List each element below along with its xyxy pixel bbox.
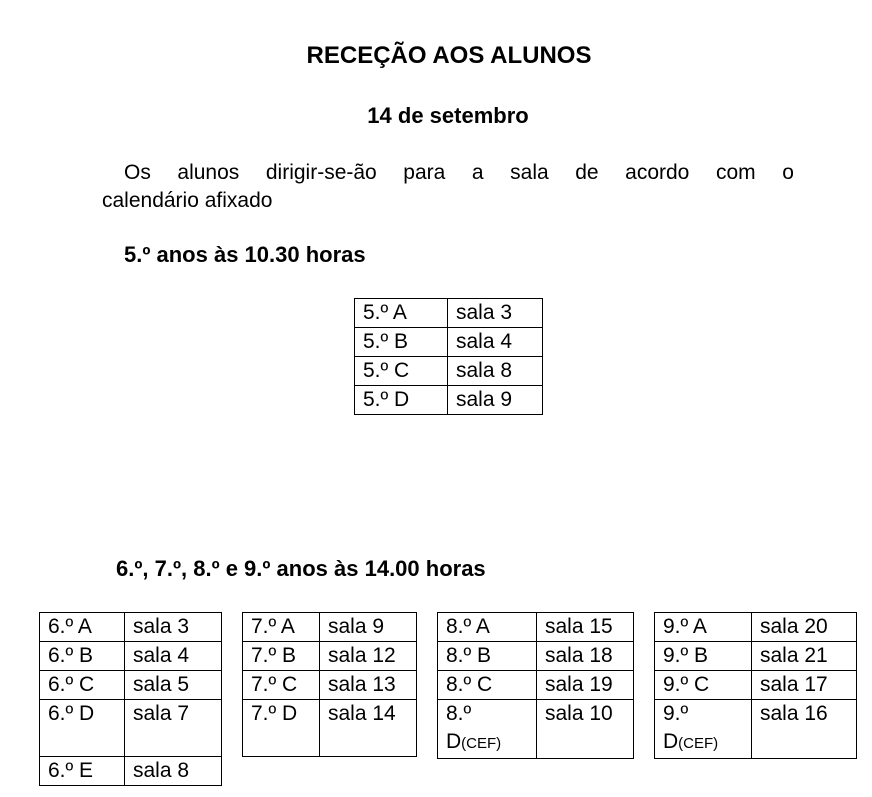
class-letter: D — [446, 730, 462, 753]
class-sub: (CEF) — [461, 735, 502, 752]
table-row — [243, 671, 417, 700]
class-cell: 5.º A — [355, 299, 448, 328]
room-cell: sala 10 — [537, 700, 634, 759]
class-sub: (CEF) — [678, 735, 719, 752]
room-cell: sala 21 — [752, 642, 857, 671]
section-5-heading: 5.º anos às 10.30 horas — [124, 242, 366, 267]
class-cell: 5.º D — [355, 386, 448, 415]
room-cell: sala 3 — [448, 299, 543, 328]
room-cell: sala 8 — [125, 757, 222, 786]
grade-8-table — [437, 612, 634, 759]
intro-word: sala — [510, 161, 549, 184]
grade-9-table — [654, 612, 857, 759]
table-row — [40, 642, 222, 671]
intro-word: dirigir-se-ão — [265, 161, 377, 184]
intro-paragraph — [102, 159, 794, 215]
intro-word: alunos — [177, 161, 240, 184]
class-cell: 6.º E — [40, 757, 125, 786]
intro-word: Os — [124, 161, 151, 184]
class-cell: 8.º C — [438, 671, 537, 700]
table-row — [655, 671, 857, 700]
grade-7-table — [242, 612, 417, 757]
page-title: RECEÇÃO AOS ALUNOS — [306, 42, 592, 69]
class-cell — [438, 700, 537, 759]
class-cell: 7.º B — [243, 642, 320, 671]
room-cell: sala 9 — [320, 613, 417, 642]
room-cell: sala 4 — [448, 328, 543, 357]
table-row — [438, 700, 634, 759]
class-cell: 8.º B — [438, 642, 537, 671]
class-cell: 8.º A — [438, 613, 537, 642]
class-cell: 9.º C — [655, 671, 752, 700]
table-row — [355, 299, 543, 328]
room-cell: sala 13 — [320, 671, 417, 700]
table-row — [40, 700, 222, 757]
class-cell: 6.º C — [40, 671, 125, 700]
room-cell: sala 19 — [537, 671, 634, 700]
class-cell: 7.º A — [243, 613, 320, 642]
grade-6-table — [39, 612, 222, 786]
table-row — [243, 613, 417, 642]
table-row — [40, 671, 222, 700]
class-cell: 9.º A — [655, 613, 752, 642]
intro-word: com — [715, 161, 756, 184]
grade-5-table — [354, 298, 543, 415]
room-cell: sala 20 — [752, 613, 857, 642]
room-cell: sala 15 — [537, 613, 634, 642]
class-cell: 7.º C — [243, 671, 320, 700]
table-row — [355, 328, 543, 357]
room-cell: sala 16 — [752, 700, 857, 759]
intro-line-2: calendário afixado — [102, 189, 273, 212]
table-row — [655, 613, 857, 642]
table-row — [40, 757, 222, 786]
section-6-9-heading: 6.º, 7.º, 8.º e 9.º anos às 14.00 horas — [116, 556, 486, 581]
date-heading: 14 de setembro — [367, 103, 529, 128]
room-cell: sala 18 — [537, 642, 634, 671]
table-row — [355, 386, 543, 415]
class-cell — [655, 700, 752, 759]
table-row — [438, 671, 634, 700]
table-row — [243, 700, 417, 757]
class-cell: 5.º B — [355, 328, 448, 357]
table-row — [355, 357, 543, 386]
room-cell: sala 17 — [752, 671, 857, 700]
intro-line-1 — [102, 159, 794, 187]
room-cell: sala 9 — [448, 386, 543, 415]
class-cell: 6.º A — [40, 613, 125, 642]
class-letter: D — [663, 730, 679, 753]
class-cell: 5.º C — [355, 357, 448, 386]
intro-word: a — [471, 161, 484, 184]
table-row — [655, 642, 857, 671]
class-letter-line — [663, 728, 751, 758]
room-cell: sala 12 — [320, 642, 417, 671]
room-cell: sala 5 — [125, 671, 222, 700]
table-row — [438, 613, 634, 642]
class-letter-line — [446, 728, 536, 758]
room-cell: sala 8 — [448, 357, 543, 386]
class-cell: 6.º B — [40, 642, 125, 671]
table-row — [243, 642, 417, 671]
room-cell: sala 3 — [125, 613, 222, 642]
intro-word: de — [575, 161, 599, 184]
table-row — [438, 642, 634, 671]
intro-word: o — [782, 161, 794, 184]
class-cell: 7.º D — [243, 700, 320, 757]
room-cell: sala 14 — [320, 700, 417, 757]
intro-word: para — [403, 161, 446, 184]
room-cell: sala 7 — [125, 700, 222, 757]
class-main: 9.º — [663, 702, 689, 725]
class-cell: 9.º B — [655, 642, 752, 671]
room-cell: sala 4 — [125, 642, 222, 671]
table-row — [40, 613, 222, 642]
table-row — [655, 700, 857, 759]
class-main: 8.º — [446, 702, 472, 725]
class-cell: 6.º D — [40, 700, 125, 757]
intro-word: acordo — [625, 161, 690, 184]
